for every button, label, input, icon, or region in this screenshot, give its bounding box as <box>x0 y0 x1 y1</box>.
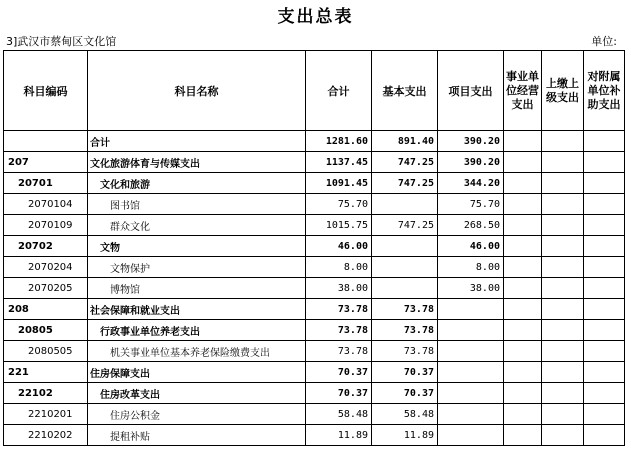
cell-business <box>504 236 542 257</box>
cell-total: 1281.60 <box>306 131 372 152</box>
cell-total: 73.78 <box>306 299 372 320</box>
cell-project: 46.00 <box>438 236 504 257</box>
header-business: 事业单位经营支出 <box>504 51 542 131</box>
table-body <box>4 131 625 446</box>
cell-basic: 11.89 <box>372 425 438 446</box>
table-row <box>4 278 625 299</box>
cell-basic <box>372 236 438 257</box>
cell-upper <box>542 341 584 362</box>
cell-business <box>504 425 542 446</box>
cell-code: 208 <box>4 299 88 320</box>
cell-basic <box>372 257 438 278</box>
unit-label: 单位: <box>591 35 617 48</box>
cell-upper <box>542 152 584 173</box>
organization-label: 3]武汉市蔡甸区文化馆 <box>6 35 117 48</box>
cell-subsidy <box>584 320 625 341</box>
cell-basic: 747.25 <box>372 215 438 236</box>
table-row <box>4 152 625 173</box>
cell-total: 46.00 <box>306 236 372 257</box>
cell-basic: 73.78 <box>372 320 438 341</box>
cell-project: 344.20 <box>438 173 504 194</box>
cell-total: 11.89 <box>306 425 372 446</box>
cell-name: 文化和旅游 <box>88 173 306 194</box>
cell-subsidy <box>584 194 625 215</box>
cell-project: 38.00 <box>438 278 504 299</box>
cell-code: 2210201 <box>4 404 88 425</box>
cell-name: 群众文化 <box>88 215 306 236</box>
cell-business <box>504 215 542 236</box>
cell-name: 住房公积金 <box>88 404 306 425</box>
table-row <box>4 362 625 383</box>
cell-project: 268.50 <box>438 215 504 236</box>
cell-business <box>504 404 542 425</box>
cell-upper <box>542 131 584 152</box>
cell-name: 提租补贴 <box>88 425 306 446</box>
cell-project: 8.00 <box>438 257 504 278</box>
cell-upper <box>542 425 584 446</box>
cell-name: 社会保障和就业支出 <box>88 299 306 320</box>
cell-total: 38.00 <box>306 278 372 299</box>
expenditure-table <box>3 50 625 446</box>
cell-project <box>438 362 504 383</box>
table-row <box>4 236 625 257</box>
cell-project <box>438 425 504 446</box>
cell-basic: 747.25 <box>372 152 438 173</box>
cell-basic: 891.40 <box>372 131 438 152</box>
cell-code: 22102 <box>4 383 88 404</box>
cell-basic: 70.37 <box>372 362 438 383</box>
cell-subsidy <box>584 173 625 194</box>
cell-business <box>504 341 542 362</box>
header-project: 项目支出 <box>438 51 504 131</box>
table-row <box>4 383 625 404</box>
table-row <box>4 131 625 152</box>
cell-total: 73.78 <box>306 341 372 362</box>
cell-name: 机关事业单位基本养老保险缴费支出 <box>88 341 306 362</box>
cell-upper <box>542 173 584 194</box>
cell-project <box>438 341 504 362</box>
cell-name: 博物馆 <box>88 278 306 299</box>
table-row <box>4 404 625 425</box>
cell-upper <box>542 278 584 299</box>
cell-subsidy <box>584 299 625 320</box>
cell-subsidy <box>584 236 625 257</box>
cell-business <box>504 194 542 215</box>
cell-project: 390.20 <box>438 152 504 173</box>
cell-total: 70.37 <box>306 383 372 404</box>
cell-total: 75.70 <box>306 194 372 215</box>
table-row <box>4 341 625 362</box>
cell-basic: 747.25 <box>372 173 438 194</box>
cell-project <box>438 404 504 425</box>
cell-project <box>438 320 504 341</box>
table-row <box>4 215 625 236</box>
cell-code: 2070205 <box>4 278 88 299</box>
cell-upper <box>542 257 584 278</box>
cell-subsidy <box>584 131 625 152</box>
cell-basic: 70.37 <box>372 383 438 404</box>
cell-basic <box>372 194 438 215</box>
cell-business <box>504 383 542 404</box>
cell-upper <box>542 404 584 425</box>
cell-business <box>504 299 542 320</box>
page-title: 支出总表 <box>277 7 354 27</box>
header-subsidy: 对附属单位补助支出 <box>584 51 625 131</box>
header-upper: 上缴上级支出 <box>542 51 584 131</box>
cell-name: 文物保护 <box>88 257 306 278</box>
table-row <box>4 257 625 278</box>
header-basic: 基本支出 <box>372 51 438 131</box>
cell-total: 58.48 <box>306 404 372 425</box>
cell-total: 8.00 <box>306 257 372 278</box>
cell-subsidy <box>584 257 625 278</box>
cell-business <box>504 131 542 152</box>
cell-subsidy <box>584 383 625 404</box>
cell-code: 20805 <box>4 320 88 341</box>
cell-code: 2080505 <box>4 341 88 362</box>
cell-business <box>504 173 542 194</box>
cell-project: 75.70 <box>438 194 504 215</box>
cell-code: 20702 <box>4 236 88 257</box>
cell-business <box>504 362 542 383</box>
cell-total: 1091.45 <box>306 173 372 194</box>
cell-code: 2070204 <box>4 257 88 278</box>
cell-name: 文物 <box>88 236 306 257</box>
table-row <box>4 194 625 215</box>
cell-project: 390.20 <box>438 131 504 152</box>
cell-basic: 73.78 <box>372 299 438 320</box>
cell-project <box>438 383 504 404</box>
cell-upper <box>542 194 584 215</box>
header-name: 科目名称 <box>88 51 306 131</box>
cell-code: 221 <box>4 362 88 383</box>
cell-subsidy <box>584 152 625 173</box>
header-total: 合计 <box>306 51 372 131</box>
cell-total: 1015.75 <box>306 215 372 236</box>
cell-code: 2070104 <box>4 194 88 215</box>
cell-upper <box>542 236 584 257</box>
cell-code: 2070109 <box>4 215 88 236</box>
cell-subsidy <box>584 404 625 425</box>
cell-basic: 73.78 <box>372 341 438 362</box>
cell-total: 73.78 <box>306 320 372 341</box>
cell-business <box>504 278 542 299</box>
cell-code: 207 <box>4 152 88 173</box>
cell-name: 合计 <box>88 131 306 152</box>
cell-basic <box>372 278 438 299</box>
table-row <box>4 173 625 194</box>
cell-upper <box>542 215 584 236</box>
cell-name: 图书馆 <box>88 194 306 215</box>
cell-business <box>504 257 542 278</box>
cell-total: 70.37 <box>306 362 372 383</box>
cell-upper <box>542 383 584 404</box>
cell-business <box>504 320 542 341</box>
cell-name: 住房改革支出 <box>88 383 306 404</box>
header-code: 科目编码 <box>4 51 88 131</box>
cell-code: 2210202 <box>4 425 88 446</box>
cell-total: 1137.45 <box>306 152 372 173</box>
cell-subsidy <box>584 341 625 362</box>
table-row <box>4 425 625 446</box>
table-row <box>4 299 625 320</box>
cell-subsidy <box>584 215 625 236</box>
cell-basic: 58.48 <box>372 404 438 425</box>
cell-upper <box>542 320 584 341</box>
cell-code: 20701 <box>4 173 88 194</box>
cell-subsidy <box>584 425 625 446</box>
cell-subsidy <box>584 362 625 383</box>
cell-code <box>4 131 88 152</box>
cell-name: 文化旅游体育与传媒支出 <box>88 152 306 173</box>
cell-name: 住房保障支出 <box>88 362 306 383</box>
cell-subsidy <box>584 278 625 299</box>
cell-project <box>438 299 504 320</box>
table-row <box>4 320 625 341</box>
cell-name: 行政事业单位养老支出 <box>88 320 306 341</box>
cell-business <box>504 152 542 173</box>
cell-upper <box>542 299 584 320</box>
header-row <box>4 51 625 131</box>
cell-upper <box>542 362 584 383</box>
